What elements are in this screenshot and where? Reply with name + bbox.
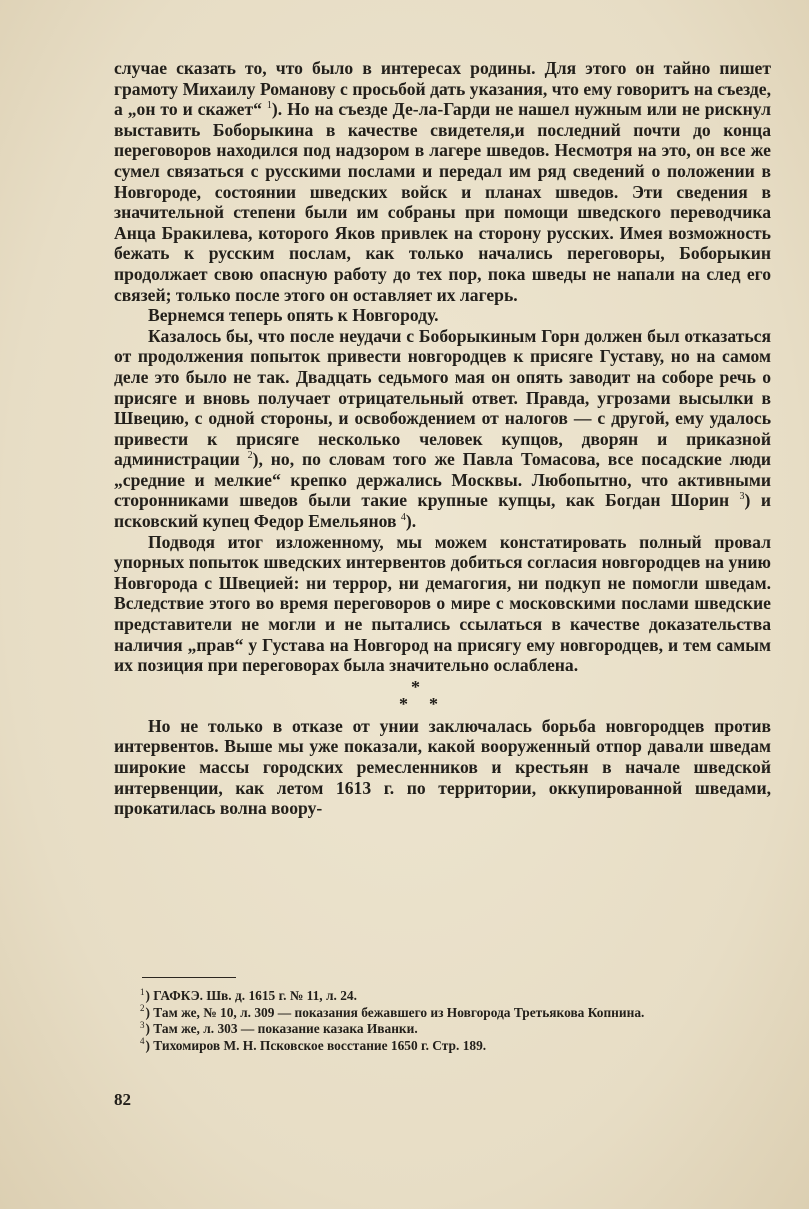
footnote-reference: 2 bbox=[247, 450, 253, 462]
paragraph-text: ), но, по словам того же Павла Томасова, все посадские люди „средние и мелкие“ крепко держались Москвы. Любопытно, что активными сторонниками шведов были такие крупные купцы, как Богдан Шорин bbox=[114, 449, 771, 511]
paragraph bbox=[114, 305, 771, 326]
paragraph-text: Но не только в отказе от унии заключалась борьба новгородцев против интервентов. Выше мы уже показали, какой вооруженный отпор давали шведам широкие массы городских ремесленников и крестьян в начале шведской интервенции, как летом 1613 г. по территории, оккупированной шведами, прокатилась волна воору- bbox=[114, 715, 771, 819]
footnotes bbox=[114, 988, 771, 1054]
footnote-reference: 4 bbox=[400, 512, 406, 524]
paragraph bbox=[114, 716, 771, 819]
main-text bbox=[114, 58, 771, 819]
paragraph-text: ). bbox=[405, 511, 417, 532]
paragraph-text: Подводя итог изложенному, мы можем констатировать полный провал упорных попыток шведских интервентов добиться согласия новгородцев на унию Новгорода с Швецией: ни террор, ни демагогия, ни подкуп не помогли шведам. Вследствие этого во время переговоров о мире с московскими послами шведские представители не могли и не пытались ссылаться в качестве доказательства наличия „прав“ у Густава на Новгород на присягу ему новгородцев, и тем самым их позиция при переговорах была значительно ослаблена. bbox=[114, 531, 771, 676]
after-separator-paragraphs bbox=[114, 716, 771, 819]
footnote bbox=[114, 1021, 771, 1038]
footnote-reference: 3 bbox=[739, 491, 745, 503]
footnote-text: ) Тихомиров М. Н. Псковское восстание 1650 г. Стр. 189. bbox=[145, 1037, 487, 1053]
section-separator bbox=[114, 676, 771, 716]
paragraph bbox=[114, 532, 771, 676]
footnote bbox=[114, 988, 771, 1005]
page-number: 82 bbox=[114, 1090, 131, 1109]
footnote-mark: 1 bbox=[140, 986, 145, 997]
footnote-reference: 1 bbox=[266, 100, 272, 112]
footnote-text: ) Там же, № 10, л. 309 — показания бежавшего из Новгорода Третьякова Копнина. bbox=[145, 1004, 645, 1020]
separator-star-right: * bbox=[429, 693, 438, 714]
footnote bbox=[114, 1005, 771, 1022]
footnote-text: ) Там же, л. 303 — показание казака Иванки. bbox=[145, 1021, 418, 1037]
paragraph bbox=[114, 58, 771, 305]
footnote-mark: 2 bbox=[140, 1003, 145, 1014]
footnote-mark: 4 bbox=[140, 1036, 145, 1047]
paragraph-text: случае сказать то, что было в интересах родины. Для этого он тайно пишет грамоту Михаилу Романову с просьбой дать указания, что ему говоритъ на съезде, а „он то и скажет“ bbox=[114, 58, 771, 120]
separator-star-top: * bbox=[411, 676, 420, 697]
footnote-mark: 3 bbox=[140, 1019, 145, 1030]
paragraph bbox=[114, 326, 771, 532]
paragraph-text: Казалось бы, что после неудачи с Боборыкиным Горн должен был отказаться от продолжения попыток привести новгородцев к присяге Густаву, но на самом деле это было не так. Двадцать седьмого мая он опять заводит на соборе речь о присяге и вновь получает отрицательный ответ. Правда, угрозами высылки в Швецию, с одной стороны, и освобождением от налогов — с другой, ему удалось привести к присяге несколько человек купцов, дворян и приказной администрации bbox=[114, 325, 771, 470]
separator-star-left: * bbox=[399, 693, 408, 714]
paragraph-text: Вернемся теперь опять к Новгороду. bbox=[148, 305, 439, 326]
body-paragraphs bbox=[114, 58, 771, 676]
footnote-text: ) ГАФКЭ. Шв. д. 1615 г. № 11, л. 24. bbox=[145, 988, 357, 1003]
paragraph-text: ). Но на съезде Де-ла-Гарди не нашел нужным или не рискнул выставить Боборыкина в качестве свидетеля,и последний почти до конца переговоров находился под надзором в лагере шведов. Несмотря на это, он все же сумел связаться с русскими послами и передал им ряд сведений о положении в Новгороде, состоянии шведских войск и планах шведов. Эти сведения в значительной степени были им собраны при помощи шведского переводчика Анца Бракилева, которого Яков привлек на сторону русских. Имея возможность бежать к русским послам, как только начались переговоры, Боборыкин продолжает свою опасную работу до тех пор, пока шведы не напали на след его связей; только после этого он оставляет их лагерь. bbox=[114, 99, 771, 305]
paragraph-text: ) и псковский купец Федор Емельянов bbox=[114, 490, 771, 532]
footnote-rule bbox=[142, 977, 236, 978]
footnote bbox=[114, 1038, 771, 1055]
